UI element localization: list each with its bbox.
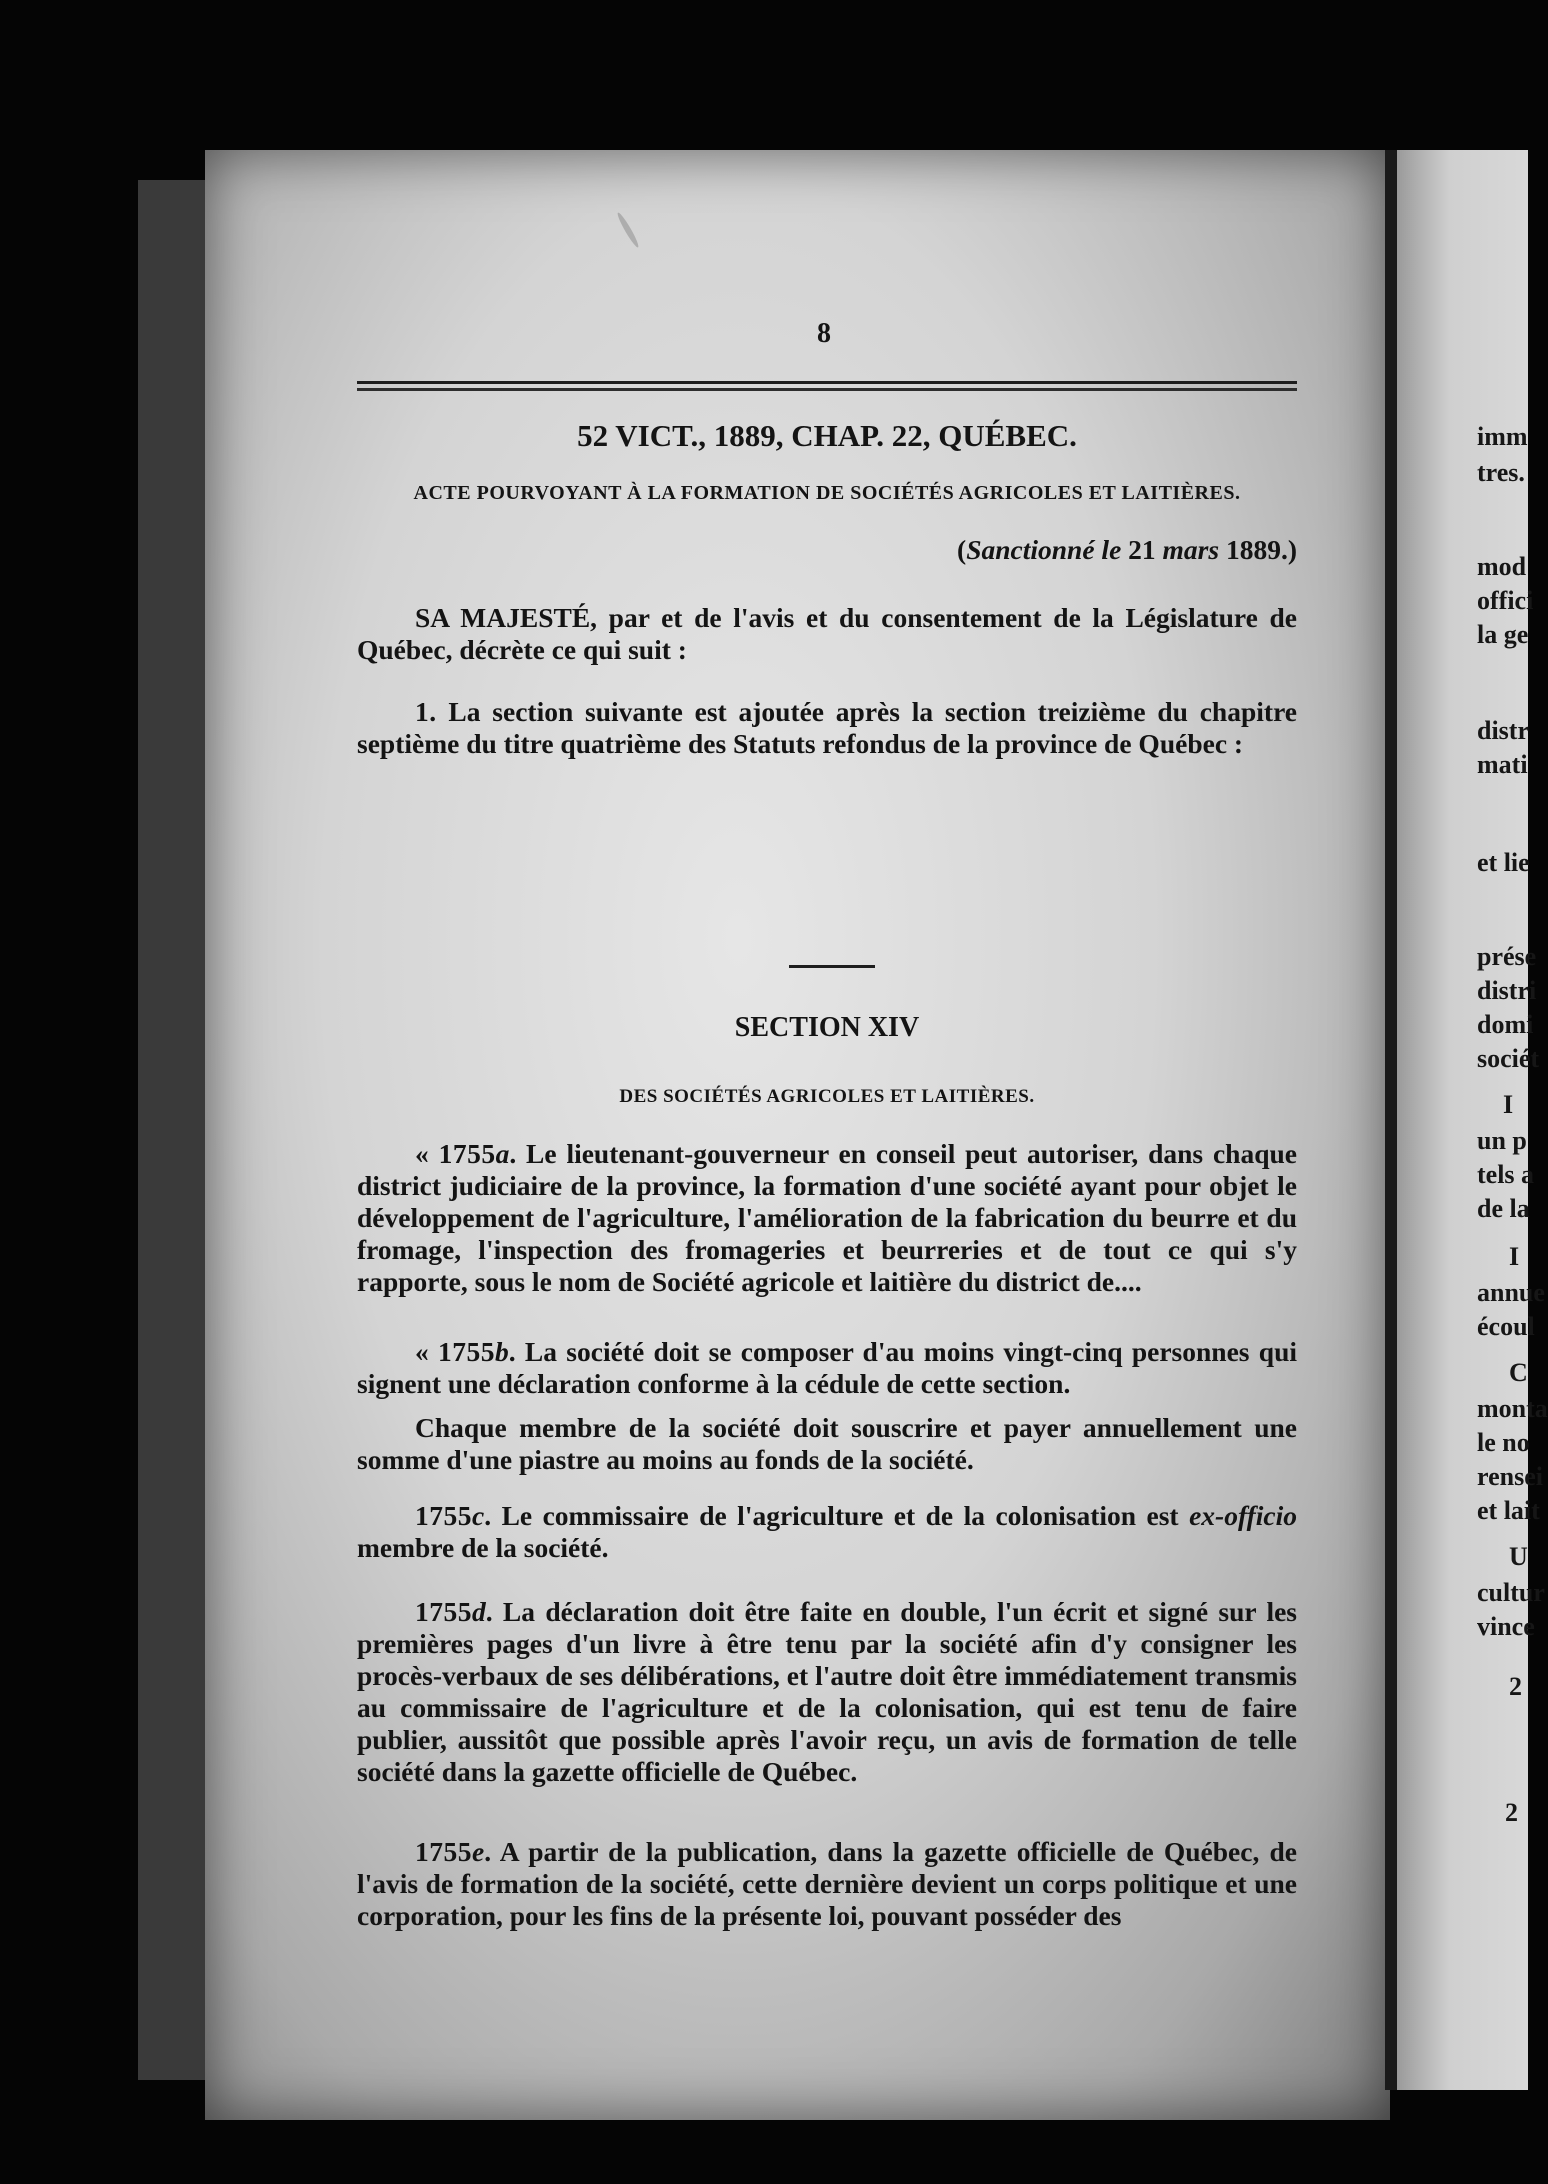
fragment-line: distr <box>1477 716 1529 745</box>
fragment-line: de la <box>1477 1194 1530 1223</box>
article-1: 1. La section suivante est ajoutée après la section treizième du chapitre septième du titre quatrième des Statuts refondus de la province de Québec : <box>357 696 1297 759</box>
fragment-line: annue <box>1477 1278 1545 1307</box>
fragment-line: un p <box>1477 1126 1527 1155</box>
fragment-line: C <box>1509 1358 1528 1387</box>
paragraph-membership: Chaque membre de la société doit souscrire et payer annuellement une somme d'une piastre au moins au fonds de la société. <box>357 1412 1297 1475</box>
page-number: 8 <box>817 318 831 349</box>
fragment-line: rensei <box>1477 1462 1543 1491</box>
section-subtitle: DES SOCIÉTÉS AGRICOLES ET LAITIÈRES. <box>619 1086 1035 1107</box>
fragment-line: le no <box>1477 1428 1530 1457</box>
fragment-line: 2 <box>1505 1798 1518 1827</box>
fragment-line: vince <box>1477 1612 1535 1641</box>
paragraph-1755b: « 1755b. La société doit se composer d'au moins vingt-cinq personnes qui signent une déclaration conforme à la cédule de cette section. <box>357 1336 1298 1399</box>
fragment-line: I <box>1509 1242 1520 1271</box>
fragment-line: distri <box>1477 976 1537 1005</box>
fragment-line: mod <box>1477 552 1527 581</box>
fragment-line: 2 <box>1509 1672 1522 1701</box>
fragment-line: sociét <box>1477 1044 1540 1073</box>
fragment-line: écoul <box>1477 1312 1535 1341</box>
fragment-line: cultur <box>1477 1578 1545 1607</box>
facing-page-fragment <box>1397 150 1548 2090</box>
preamble: SA MAJESTÉ, par et de l'avis et du consentement de la Législature de Québec, décrète ce qui suit : <box>357 602 1297 665</box>
paragraph-1755e: 1755e. A partir de la publication, dans la gazette officielle de Québec, de l'avis de formation de la société, cette dernière devient un corps politique et une corporation, pour les fins de la présente loi, pouvant posséder des <box>357 1836 1297 1931</box>
fragment-line: et lie <box>1477 848 1530 877</box>
act-title: ACTE POURVOYANT À LA FORMATION DE SOCIÉTÉS AGRICOLES ET LAITIÈRES. <box>413 482 1241 504</box>
paragraph-1755a: « 1755a. Le lieutenant-gouverneur en conseil peut autoriser, dans chaque district judiciaire de la province, la formation d'une société ayant pour objet le développement de l'agriculture, l'amélioration de la fabrication du beurre et du fromage, l'inspection des fromageries et beurreries et de tout ce qui s'y rapporte, sous le nom de Société agricole et laitière du district de.... <box>357 1138 1297 1297</box>
sanction-line: (Sanctionné le 21 mars 1889.) <box>957 534 1297 565</box>
document-page <box>205 150 1390 2120</box>
fragment-line: prése <box>1477 942 1537 971</box>
fragment-line: I <box>1503 1090 1514 1119</box>
fragment-line: offici <box>1477 586 1534 615</box>
header-rule <box>357 381 1297 393</box>
chapter-title: 52 VICT., 1889, CHAP. 22, QUÉBEC. <box>577 418 1077 453</box>
fragment-line: mati <box>1477 750 1528 779</box>
fragment-line: monta <box>1477 1394 1548 1423</box>
section-divider <box>789 965 875 968</box>
fragment-line: tels a <box>1477 1160 1535 1189</box>
fragment-line: tres. <box>1477 458 1525 487</box>
paragraph-1755c: 1755c. Le commissaire de l'agriculture et de la colonisation est ex-officio membre de la société. <box>357 1500 1297 1563</box>
scan-mark <box>615 211 640 249</box>
fragment-line: imm <box>1477 422 1528 451</box>
page-gutter <box>1385 150 1397 2090</box>
fragment-line: la ge <box>1477 620 1529 649</box>
paragraph-1755d: 1755d. La déclaration doit être faite en double, l'un écrit et signé sur les premières pages d'un livre à être tenu par la société afin d'y consigner les procès-verbaux de ses délibérations, et l'autre doit être immédiatement transmis au commissaire de l'agriculture et de la colonisation, qui est tenu de faire publier, aussitôt que possible après l'avoir reçu, un avis de formation de telle société dans la gazette officielle de Québec. <box>357 1596 1297 1787</box>
fragment-line: U <box>1509 1542 1528 1571</box>
fragment-line: domi <box>1477 1010 1534 1039</box>
section-title: SECTION XIV <box>734 1012 920 1043</box>
fragment-line: et lait <box>1477 1496 1540 1525</box>
